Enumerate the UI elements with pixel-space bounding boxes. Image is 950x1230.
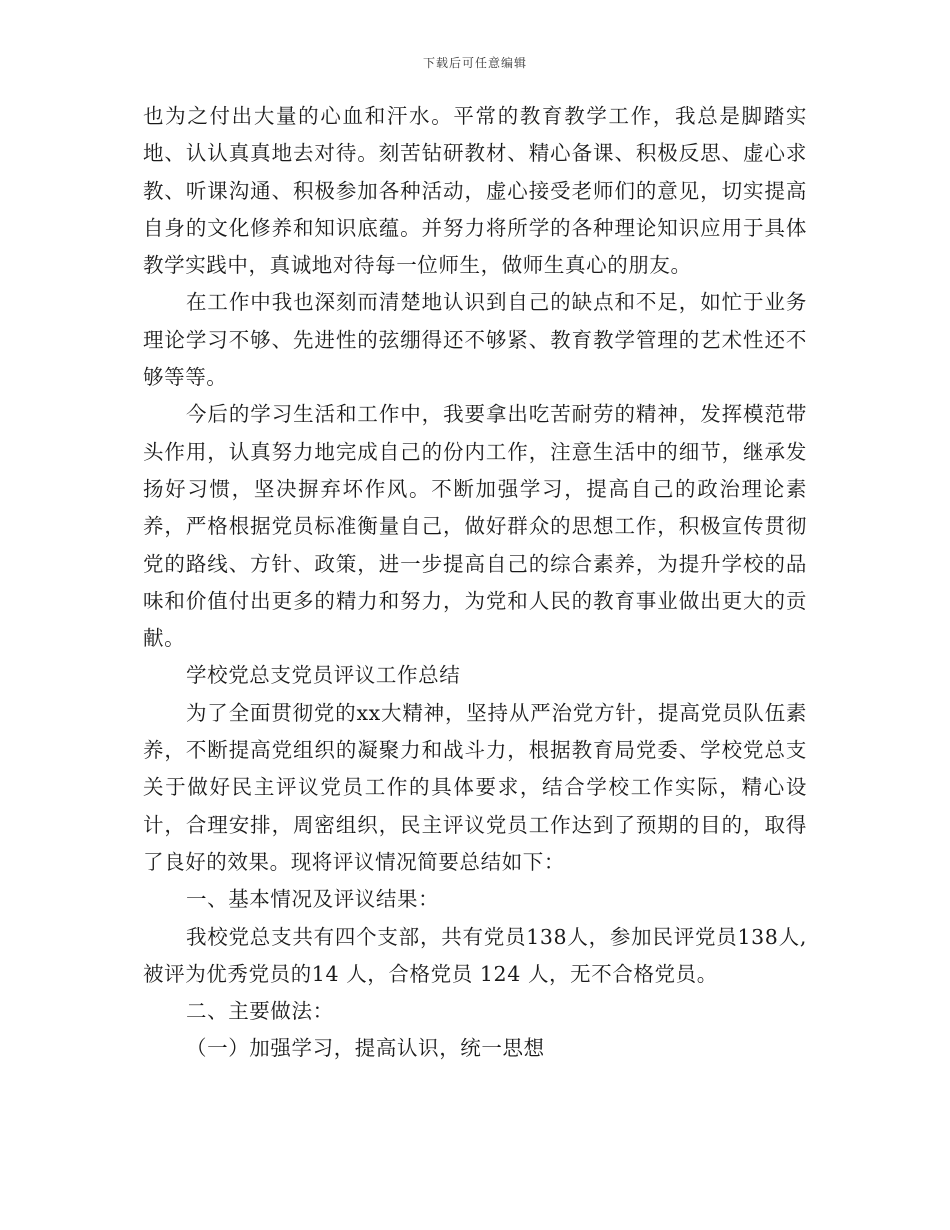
section-title: 学校党总支党员评议工作总结 xyxy=(186,663,461,688)
section-heading: 一、基本情况及评议结果： xyxy=(186,887,440,912)
document-body xyxy=(143,98,807,1068)
paragraph: 为了全面贯彻党的xx大精神，坚持从严治党方针，提高党员队伍素养，不断提高党组织的凝聚力和战斗力，根据教育局党委、学校党总支关于做好民主评议党员工作的具体要求，结合学校工作实际，精心设计，合理安排，周密组织，民主评议党员工作达到了预期的目的，取得了良好的效果。现将评议情况简要总结如下： xyxy=(143,700,807,874)
paragraph: 也为之付出大量的心血和汗水。平常的教育教学工作，我总是脚踏实地、认认真真地去对待。刻苦钻研教材、精心备课、积极反思、虚心求教、听课沟通、积极参加各种活动，虚心接受老师们的意见，切实提高自身的文化修养和知识底蕴。并努力将所学的各种理论知识应用于具体教学实践中，真诚地对待每一位师生，做师生真心的朋友。 xyxy=(143,104,807,278)
paragraph: 我校党总支共有四个支部，共有党员138人，参加民评党员138人,被评为优秀党员的14 人，合格党员 124 人，无不合格党员。 xyxy=(143,924,807,986)
paragraph: 在工作中我也深刻而清楚地认识到自己的缺点和不足，如忙于业务理论学习不够、先进性的弦绷得还不够紧、教育教学管理的艺术性还不够等等。 xyxy=(143,290,807,390)
paragraph: 今后的学习生活和工作中，我要拿出吃苦耐劳的精神，发挥模范带头作用，认真努力地完成自己的份内工作，注意生活中的细节，继承发扬好习惯，坚决摒弃坏作风。不断加强学习，提高自己的政治理论素养，严格根据党员标准衡量自己，做好群众的思想工作，积极宣传贯彻党的路线、方针、政策，进一步提高自己的综合素养，为提升学校的品味和价值付出更多的精力和努力，为党和人民的教育事业做出更大的贡献。 xyxy=(143,402,807,651)
section-heading: 二、主要做法： xyxy=(186,999,334,1024)
page-header: 下载后可任意编辑 xyxy=(422,56,527,70)
subsection-heading: （一）加强学习，提高认识，统一思想 xyxy=(186,1036,545,1061)
